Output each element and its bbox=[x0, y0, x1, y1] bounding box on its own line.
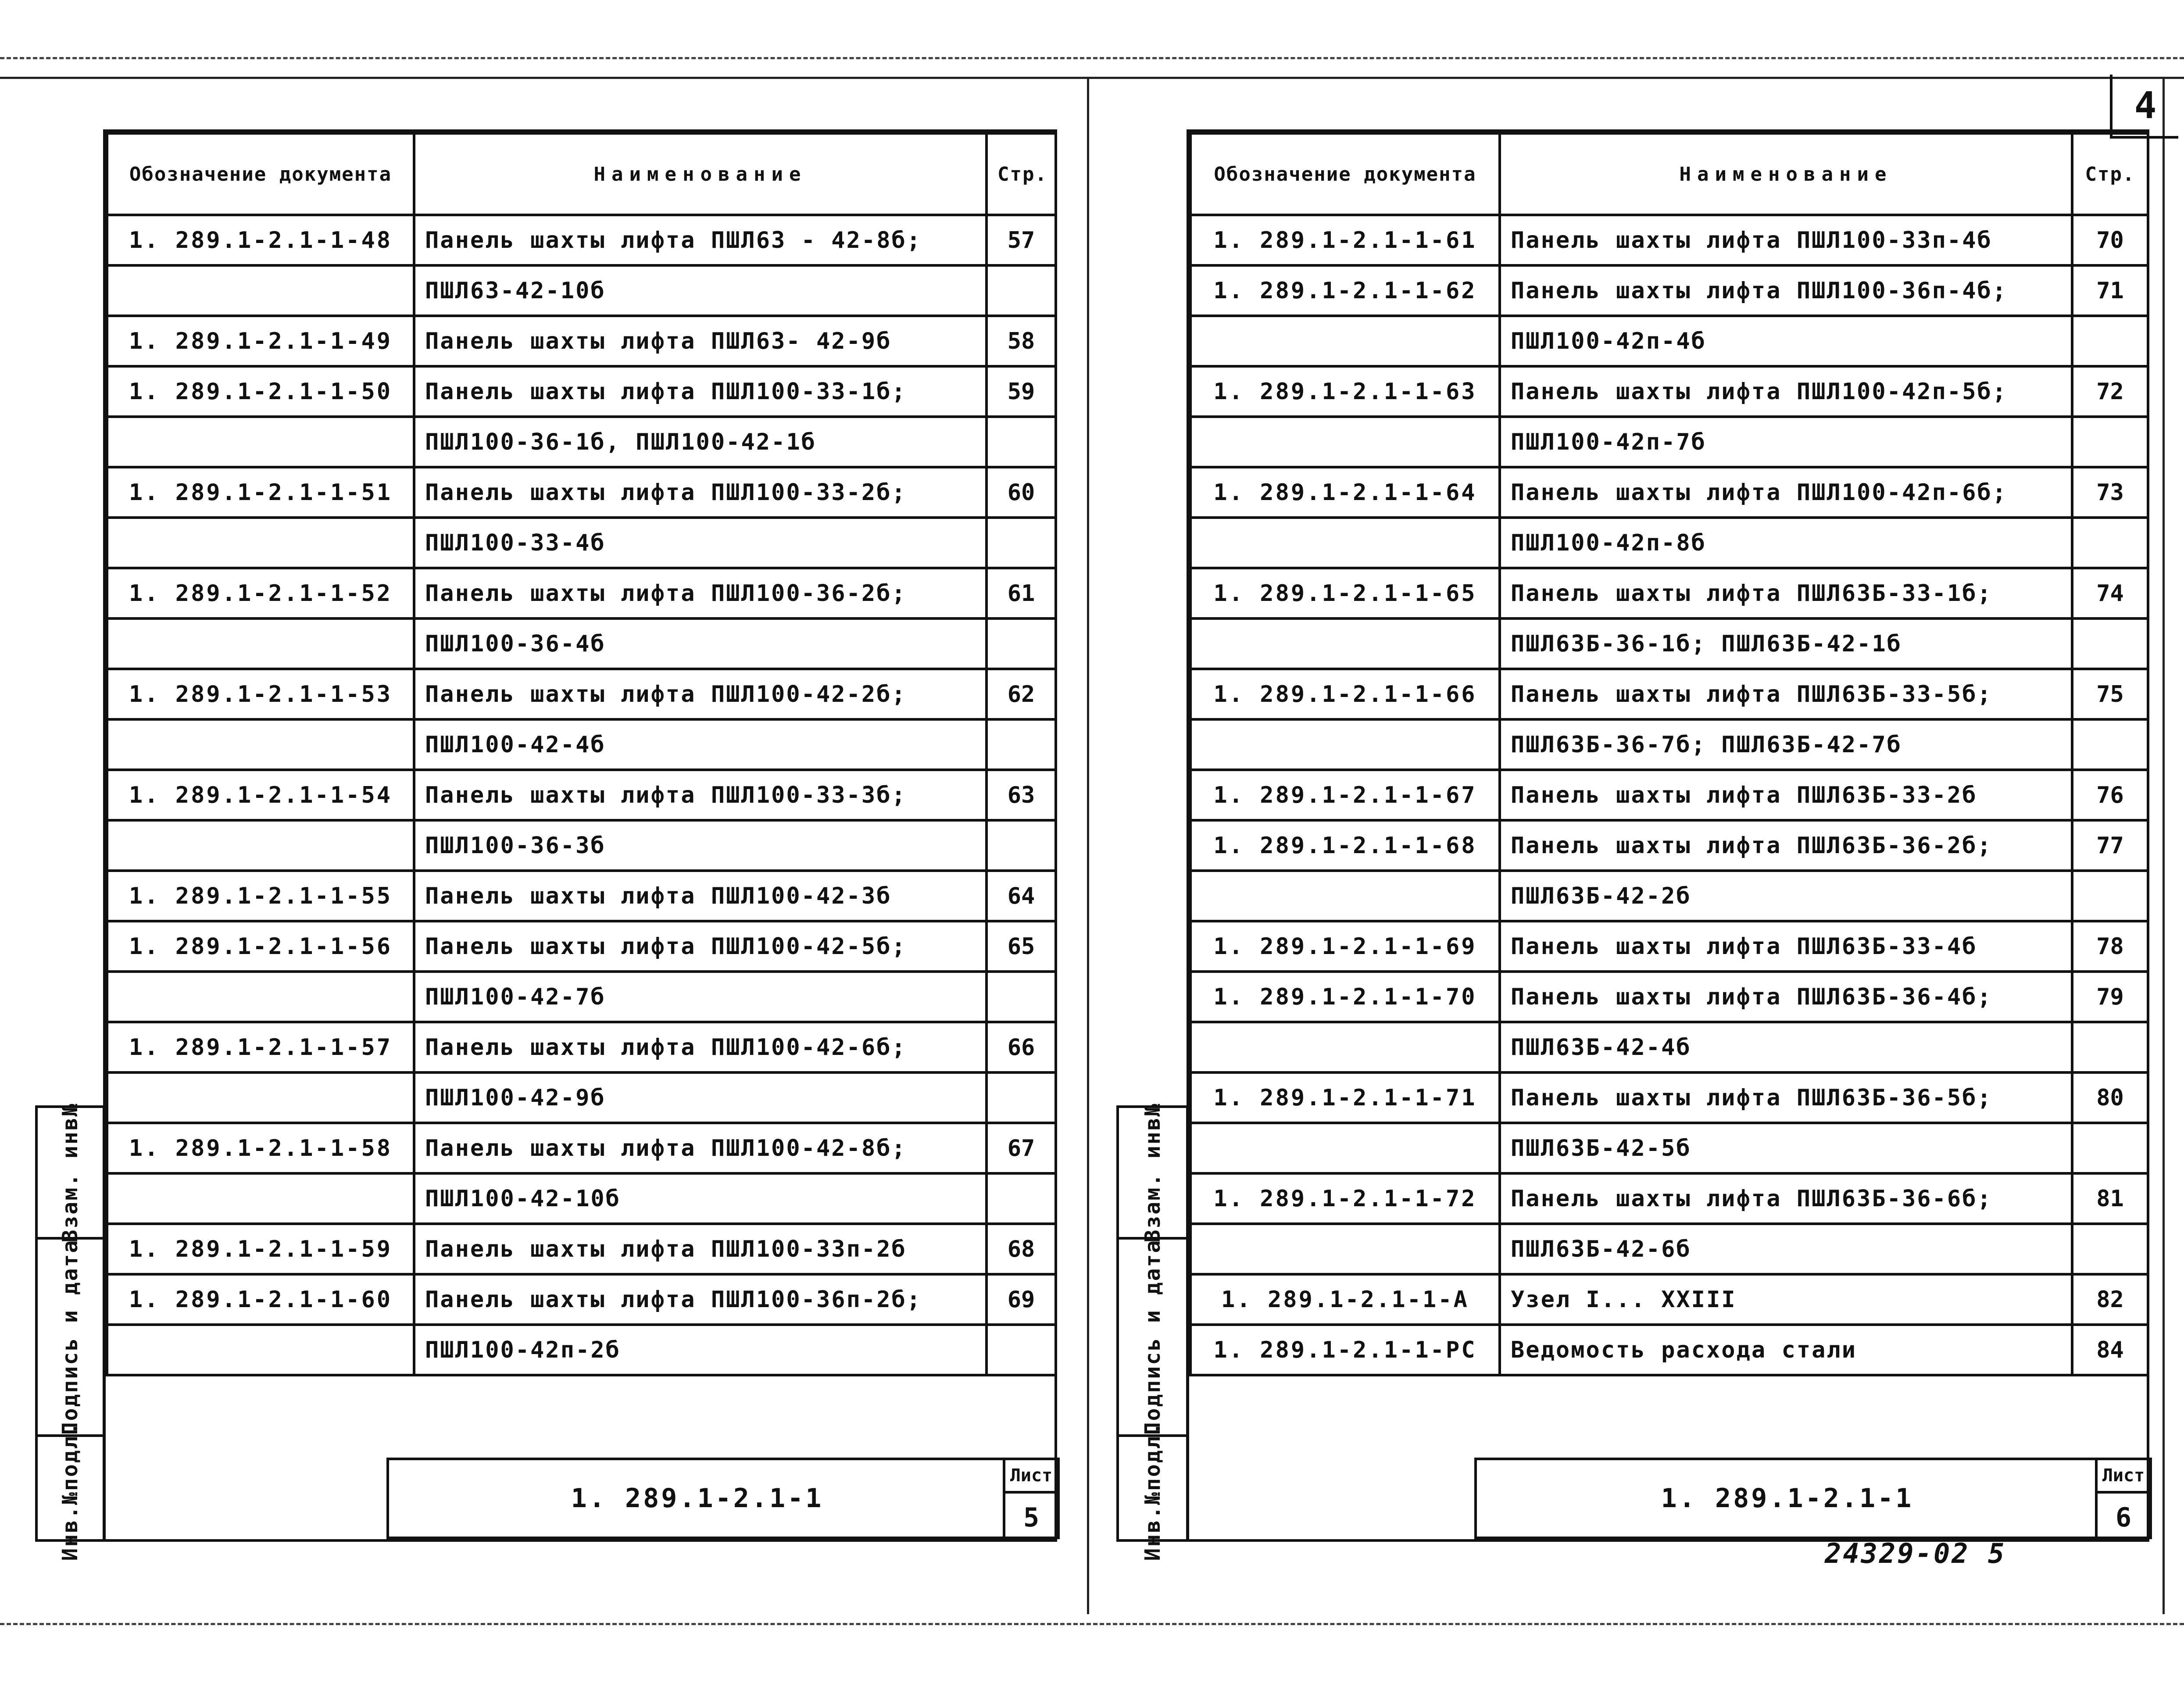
row-code: 1. 289.1-2.1-1-55 bbox=[107, 871, 414, 921]
document-number: 24329-02 5 bbox=[1825, 1537, 2006, 1569]
right-stamp-code: 1. 289.1-2.1-1 bbox=[1661, 1483, 1914, 1514]
row-page: 81 bbox=[2072, 1173, 2148, 1224]
row-page bbox=[987, 972, 1056, 1022]
table-row bbox=[1190, 1022, 2148, 1072]
row-page: 80 bbox=[2072, 1072, 2148, 1123]
row-code: 1. 289.1-2.1-1-50 bbox=[107, 366, 414, 417]
row-code bbox=[107, 518, 414, 568]
row-page bbox=[987, 1173, 1056, 1224]
right-side-stamp bbox=[1116, 1102, 1189, 1561]
row-page: 61 bbox=[987, 568, 1056, 618]
table-row bbox=[1190, 568, 2148, 618]
table-row bbox=[1190, 770, 2148, 820]
right-header-name: Наименование bbox=[1500, 133, 2072, 215]
top-border-line bbox=[0, 77, 2184, 79]
row-code: 1. 289.1-2.1-1-69 bbox=[1190, 921, 1500, 972]
row-name: ПШЛ63Б-42-4б bbox=[1500, 1022, 2072, 1072]
left-table-body bbox=[107, 215, 1056, 1375]
right-sheet-number: 6 bbox=[2115, 1502, 2132, 1533]
row-page bbox=[2072, 1123, 2148, 1173]
row-code: 1. 289.1-2.1-1-53 bbox=[107, 669, 414, 719]
left-title-block bbox=[386, 1458, 1060, 1539]
right-sheet-label: Лист bbox=[2098, 1460, 2149, 1494]
row-name: Панель шахты лифта ПШЛ100-42-8б; bbox=[414, 1123, 987, 1173]
row-code bbox=[107, 1325, 414, 1375]
left-sheet-number: 5 bbox=[1023, 1502, 1040, 1533]
table-row bbox=[1190, 265, 2148, 316]
table-row bbox=[107, 820, 1056, 871]
row-code: 1. 289.1-2.1-1-А bbox=[1190, 1274, 1500, 1325]
table-row bbox=[1190, 820, 2148, 871]
table-row bbox=[107, 316, 1056, 366]
row-name: Панель шахты лифта ПШЛ63Б-33-4б bbox=[1500, 921, 2072, 972]
left-sheet-label: Лист bbox=[1005, 1460, 1057, 1494]
row-page bbox=[2072, 316, 2148, 366]
row-page: 68 bbox=[987, 1224, 1056, 1274]
left-stamp-code: 1. 289.1-2.1-1 bbox=[571, 1483, 824, 1514]
table-row bbox=[107, 1173, 1056, 1224]
row-page bbox=[987, 417, 1056, 467]
right-table-body bbox=[1190, 215, 2148, 1375]
row-code bbox=[107, 265, 414, 316]
table-row bbox=[107, 719, 1056, 770]
table-row bbox=[107, 366, 1056, 417]
table-row bbox=[1190, 1123, 2148, 1173]
table-row bbox=[107, 265, 1056, 316]
left-side-bottom bbox=[38, 1421, 103, 1561]
row-name: Панель шахты лифта ПШЛ100-33п-2б bbox=[414, 1224, 987, 1274]
table-row bbox=[1190, 1274, 2148, 1325]
table-row bbox=[107, 1224, 1056, 1274]
row-name: ПШЛ63Б-42-5б bbox=[1500, 1123, 2072, 1173]
table-row bbox=[107, 518, 1056, 568]
row-name: ПШЛ100-42п-4б bbox=[1500, 316, 2072, 366]
row-name: ПШЛ63Б-42-6б bbox=[1500, 1224, 2072, 1274]
row-name: ПШЛ100-42-10б bbox=[414, 1173, 987, 1224]
row-name: Панель шахты лифта ПШЛ100-42-3б bbox=[414, 871, 987, 921]
left-side-top bbox=[38, 1102, 103, 1243]
row-name: Панель шахты лифта ПШЛ100-33-1б; bbox=[414, 366, 987, 417]
row-page bbox=[987, 618, 1056, 669]
row-name: ПШЛ63Б-36-1б; ПШЛ63Б-42-1б bbox=[1500, 618, 2072, 669]
row-name: ПШЛ100-42-9б bbox=[414, 1072, 987, 1123]
row-code bbox=[107, 1173, 414, 1224]
table-row bbox=[1190, 316, 2148, 366]
row-name: Панель шахты лифта ПШЛ63Б-36-2б; bbox=[1500, 820, 2072, 871]
table-row bbox=[107, 921, 1056, 972]
row-code: 1. 289.1-2.1-1-70 bbox=[1190, 972, 1500, 1022]
right-side-bottom-label: Инв.№подл. bbox=[1140, 1421, 1165, 1561]
table-row bbox=[1190, 215, 2148, 265]
table-row bbox=[107, 1274, 1056, 1325]
row-code: 1. 289.1-2.1-1-72 bbox=[1190, 1173, 1500, 1224]
sheet-number: 4 bbox=[2110, 75, 2178, 139]
right-side-top-label: Взам. инв№ bbox=[1140, 1102, 1165, 1243]
row-name: Панель шахты лифта ПШЛ100-42п-6б; bbox=[1500, 467, 2072, 518]
table-row bbox=[107, 215, 1056, 265]
table-row bbox=[1190, 719, 2148, 770]
table-row bbox=[107, 1123, 1056, 1173]
center-fold-line bbox=[1087, 79, 1089, 1614]
row-name: Панель шахты лифта ПШЛ63Б-33-1б; bbox=[1500, 568, 2072, 618]
row-page: 74 bbox=[2072, 568, 2148, 618]
row-page: 62 bbox=[987, 669, 1056, 719]
row-page bbox=[987, 518, 1056, 568]
row-code: 1. 289.1-2.1-1-59 bbox=[107, 1224, 414, 1274]
row-name: Панель шахты лифта ПШЛ100-42-2б; bbox=[414, 669, 987, 719]
row-page: 65 bbox=[987, 921, 1056, 972]
row-code: 1. 289.1-2.1-1-67 bbox=[1190, 770, 1500, 820]
row-name: Панель шахты лифта ПШЛ100-42п-5б; bbox=[1500, 366, 2072, 417]
row-page bbox=[987, 1072, 1056, 1123]
row-name: Панель шахты лифта ПШЛ100-36п-2б; bbox=[414, 1274, 987, 1325]
row-page: 69 bbox=[987, 1274, 1056, 1325]
row-code bbox=[107, 417, 414, 467]
row-page bbox=[987, 265, 1056, 316]
row-name: Панель шахты лифта ПШЛ100-42-5б; bbox=[414, 921, 987, 972]
table-row bbox=[1190, 1325, 2148, 1375]
row-page: 73 bbox=[2072, 467, 2148, 518]
row-name: ПШЛ100-36-3б bbox=[414, 820, 987, 871]
row-page: 71 bbox=[2072, 265, 2148, 316]
row-code: 1. 289.1-2.1-1-60 bbox=[107, 1274, 414, 1325]
table-row bbox=[107, 467, 1056, 518]
row-page bbox=[987, 1325, 1056, 1375]
row-page bbox=[2072, 618, 2148, 669]
left-header-name: Наименование bbox=[414, 133, 987, 215]
row-name: ПШЛ100-42п-2б bbox=[414, 1325, 987, 1375]
row-name: Панель шахты лифта ПШЛ63Б-36-6б; bbox=[1500, 1173, 2072, 1224]
row-name: ПШЛ63-42-10б bbox=[414, 265, 987, 316]
row-name: Панель шахты лифта ПШЛ100-33п-4б bbox=[1500, 215, 2072, 265]
row-code: 1. 289.1-2.1-1-66 bbox=[1190, 669, 1500, 719]
row-code bbox=[1190, 1224, 1500, 1274]
row-page: 67 bbox=[987, 1123, 1056, 1173]
row-page: 60 bbox=[987, 467, 1056, 518]
row-page: 75 bbox=[2072, 669, 2148, 719]
row-page bbox=[2072, 719, 2148, 770]
table-row bbox=[1190, 518, 2148, 568]
row-name: Панель шахты лифта ПШЛ100-36-2б; bbox=[414, 568, 987, 618]
table-row bbox=[107, 669, 1056, 719]
row-name: Панель шахты лифта ПШЛ63- 42-9б bbox=[414, 316, 987, 366]
row-name: Панель шахты лифта ПШЛ100-36п-4б; bbox=[1500, 265, 2072, 316]
table-row bbox=[1190, 467, 2148, 518]
row-code: 1. 289.1-2.1-1-62 bbox=[1190, 265, 1500, 316]
row-code: 1. 289.1-2.1-1-65 bbox=[1190, 568, 1500, 618]
row-name: ПШЛ100-42-7б bbox=[414, 972, 987, 1022]
bottom-edge-line bbox=[0, 1623, 2184, 1625]
table-row bbox=[107, 871, 1056, 921]
table-row bbox=[107, 568, 1056, 618]
row-code: 1. 289.1-2.1-1-57 bbox=[107, 1022, 414, 1072]
table-row bbox=[107, 1022, 1056, 1072]
row-code bbox=[107, 1072, 414, 1123]
row-name: ПШЛ100-33-4б bbox=[414, 518, 987, 568]
left-side-bottom-label: Инв.№подл. bbox=[58, 1421, 82, 1561]
row-page: 58 bbox=[987, 316, 1056, 366]
row-name: ПШЛ63Б-42-2б bbox=[1500, 871, 2072, 921]
row-name: ПШЛ100-42п-7б bbox=[1500, 417, 2072, 467]
row-page bbox=[2072, 417, 2148, 467]
row-code bbox=[107, 719, 414, 770]
row-page: 77 bbox=[2072, 820, 2148, 871]
row-page: 63 bbox=[987, 770, 1056, 820]
table-row bbox=[107, 618, 1056, 669]
row-code bbox=[1190, 719, 1500, 770]
row-name: ПШЛ100-42-4б bbox=[414, 719, 987, 770]
left-side-stamp bbox=[35, 1102, 105, 1561]
table-row bbox=[1190, 871, 2148, 921]
row-name: Панель шахты лифта ПШЛ63Б-36-5б; bbox=[1500, 1072, 2072, 1123]
left-header-page: Стр. bbox=[987, 133, 1056, 215]
left-side-middle-label: Подпись и дата bbox=[58, 1239, 82, 1435]
right-header-code: Обозначение документа bbox=[1190, 133, 1500, 215]
right-side-middle bbox=[1119, 1240, 1186, 1437]
row-code: 1. 289.1-2.1-1-РС bbox=[1190, 1325, 1500, 1375]
row-name: Панель шахты лифта ПШЛ100-33-3б; bbox=[414, 770, 987, 820]
right-title-block bbox=[1474, 1458, 2152, 1539]
row-page: 82 bbox=[2072, 1274, 2148, 1325]
row-code: 1. 289.1-2.1-1-58 bbox=[107, 1123, 414, 1173]
row-name: ПШЛ100-36-1б, ПШЛ100-42-1б bbox=[414, 417, 987, 467]
table-row bbox=[1190, 366, 2148, 417]
right-header-row bbox=[1190, 133, 2148, 215]
row-name: Панель шахты лифта ПШЛ63Б-33-5б; bbox=[1500, 669, 2072, 719]
table-row bbox=[1190, 417, 2148, 467]
row-name: Панель шахты лифта ПШЛ63 - 42-8б; bbox=[414, 215, 987, 265]
table-row bbox=[1190, 972, 2148, 1022]
right-sheet bbox=[1187, 129, 2149, 1542]
row-code: 1. 289.1-2.1-1-54 bbox=[107, 770, 414, 820]
table-row bbox=[1190, 669, 2148, 719]
row-page bbox=[987, 820, 1056, 871]
row-code bbox=[1190, 417, 1500, 467]
row-code bbox=[107, 972, 414, 1022]
right-index-table bbox=[1189, 132, 2149, 1376]
table-row bbox=[107, 417, 1056, 467]
row-code: 1. 289.1-2.1-1-68 bbox=[1190, 820, 1500, 871]
table-row bbox=[107, 1325, 1056, 1375]
row-page: 79 bbox=[2072, 972, 2148, 1022]
row-page bbox=[2072, 518, 2148, 568]
row-code bbox=[107, 618, 414, 669]
row-code: 1. 289.1-2.1-1-56 bbox=[107, 921, 414, 972]
right-sheet-cell bbox=[2095, 1460, 2149, 1537]
row-code: 1. 289.1-2.1-1-63 bbox=[1190, 366, 1500, 417]
table-row bbox=[107, 770, 1056, 820]
right-header-page: Стр. bbox=[2072, 133, 2148, 215]
row-name: Панель шахты лифта ПШЛ63Б-36-4б; bbox=[1500, 972, 2072, 1022]
table-row bbox=[1190, 1072, 2148, 1123]
row-page: 84 bbox=[2072, 1325, 2148, 1375]
right-side-top bbox=[1119, 1102, 1186, 1243]
row-code bbox=[1190, 518, 1500, 568]
row-code bbox=[1190, 1123, 1500, 1173]
row-code bbox=[1190, 316, 1500, 366]
row-name: ПШЛ100-42п-8б bbox=[1500, 518, 2072, 568]
left-side-middle bbox=[38, 1240, 103, 1437]
row-page: 70 bbox=[2072, 215, 2148, 265]
row-code: 1. 289.1-2.1-1-51 bbox=[107, 467, 414, 518]
row-code: 1. 289.1-2.1-1-71 bbox=[1190, 1072, 1500, 1123]
left-header-row bbox=[107, 133, 1056, 215]
top-edge-line bbox=[0, 57, 2184, 59]
row-code bbox=[107, 820, 414, 871]
right-fold-line bbox=[2163, 79, 2165, 1614]
left-header-code: Обозначение документа bbox=[107, 133, 414, 215]
left-sheet-cell bbox=[1003, 1460, 1057, 1537]
right-side-bottom bbox=[1119, 1421, 1186, 1561]
row-page bbox=[2072, 1224, 2148, 1274]
row-name: Панель шахты лифта ПШЛ100-33-2б; bbox=[414, 467, 987, 518]
row-code: 1. 289.1-2.1-1-64 bbox=[1190, 467, 1500, 518]
row-page bbox=[987, 719, 1056, 770]
right-side-middle-label: Подпись и дата bbox=[1140, 1239, 1165, 1435]
table-row bbox=[107, 1072, 1056, 1123]
row-page bbox=[2072, 871, 2148, 921]
row-code bbox=[1190, 871, 1500, 921]
row-name: ПШЛ63Б-36-7б; ПШЛ63Б-42-7б bbox=[1500, 719, 2072, 770]
left-sheet bbox=[103, 129, 1057, 1542]
row-page: 64 bbox=[987, 871, 1056, 921]
row-page: 78 bbox=[2072, 921, 2148, 972]
table-row bbox=[1190, 618, 2148, 669]
row-code: 1. 289.1-2.1-1-49 bbox=[107, 316, 414, 366]
left-side-top-label: Взам. инв№ bbox=[58, 1102, 82, 1243]
table-row bbox=[1190, 921, 2148, 972]
row-name: Ведомость расхода стали bbox=[1500, 1325, 2072, 1375]
row-page: 59 bbox=[987, 366, 1056, 417]
row-name: Панель шахты лифта ПШЛ100-42-6б; bbox=[414, 1022, 987, 1072]
row-page: 57 bbox=[987, 215, 1056, 265]
row-name: Панель шахты лифта ПШЛ63Б-33-2б bbox=[1500, 770, 2072, 820]
row-page: 72 bbox=[2072, 366, 2148, 417]
row-page: 76 bbox=[2072, 770, 2148, 820]
table-row bbox=[107, 972, 1056, 1022]
row-name: Узел I... XXIII bbox=[1500, 1274, 2072, 1325]
row-code: 1. 289.1-2.1-1-52 bbox=[107, 568, 414, 618]
table-row bbox=[1190, 1224, 2148, 1274]
row-code: 1. 289.1-2.1-1-48 bbox=[107, 215, 414, 265]
row-page: 66 bbox=[987, 1022, 1056, 1072]
row-code bbox=[1190, 618, 1500, 669]
row-code bbox=[1190, 1022, 1500, 1072]
row-page bbox=[2072, 1022, 2148, 1072]
row-code: 1. 289.1-2.1-1-61 bbox=[1190, 215, 1500, 265]
table-row bbox=[1190, 1173, 2148, 1224]
row-name: ПШЛ100-36-4б bbox=[414, 618, 987, 669]
left-index-table bbox=[106, 132, 1057, 1376]
